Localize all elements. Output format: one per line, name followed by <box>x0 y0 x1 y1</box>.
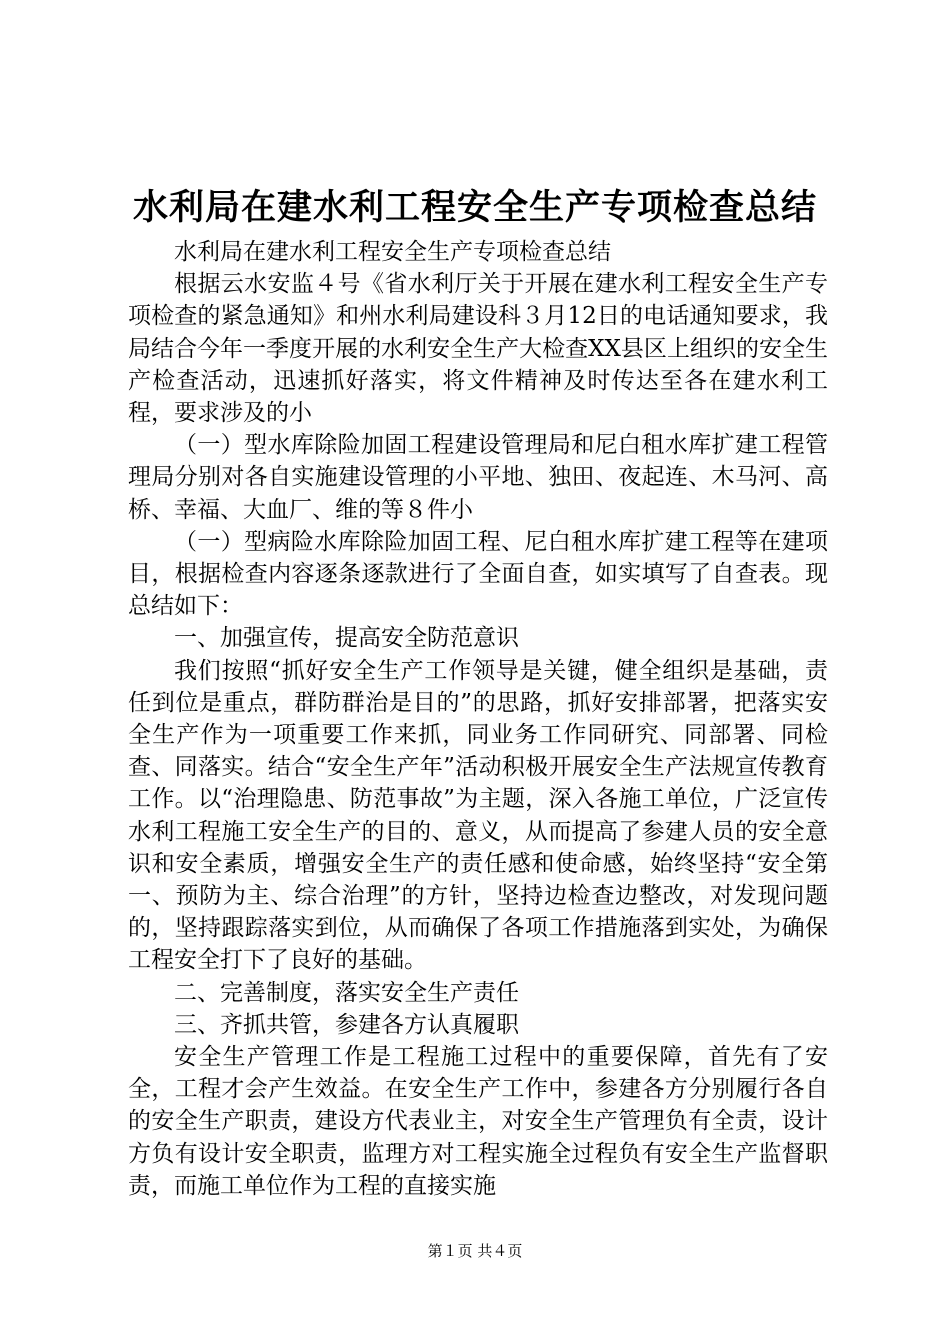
section-heading: 三、齐抓共管，参建各方认真履职 <box>174 1011 519 1038</box>
page-number-footer: 第１页 共４页 <box>427 1242 523 1260</box>
subtitle-paragraph: 水利局在建水利工程安全生产专项检查总结 <box>174 239 611 265</box>
document-body <box>128 236 828 1202</box>
body-paragraph: 我们按照“抓好安全生产工作领导是关键，健全组织是基础，责任到位是重点，群防群治是目的”的思路，抓好安排部署，把落实安全生产作为一项重要工作来抓，同业务工作同研究、同部署、同检查、同落实。结合“安全生产年”活动积极开展安全生产法规宣传教育工作。以“治理隐患、防范事故”为主题，深入各施工单位，广泛宣传水利工程施工安全生产的目的、意义，从而提高了参建人员的安全意识和安全素质，增强安全生产的责任感和使命感，始终坚持“安全第一、预防为主、综合治理”的方针，坚持边检查边整改，对发现问题的，坚持跟踪落实到位，从而确保了各项工作措施落到实处，为确保工程安全打下了良好的基础。 <box>128 657 828 974</box>
body-paragraph: 根据云水安监４号《省水利厅关于开展在建水利工程安全生产专项检查的紧急通知》和州水利局建设科３月12日的电话通知要求，我局结合今年一季度开展的水利安全生产大检查XX县区上组织的安全生产检查活动，迅速抓好落实，将文件精神及时传达至各在建水利工程，要求涉及的小 <box>128 271 828 427</box>
section-heading: 一、加强宣传，提高安全防范意识 <box>174 625 519 652</box>
body-paragraph: （一）型水库除险加固工程建设管理局和尼白租水库扩建工程管理局分别对各自实施建设管理的小平地、独田、夜起连、木马河、高桥、幸福、大血厂、维的等８件小 <box>128 432 828 523</box>
section-heading: 二、完善制度，落实安全生产责任 <box>174 979 519 1006</box>
body-paragraph: （一）型病险水库除险加固工程、尼白租水库扩建工程等在建项目，根据检查内容逐条逐款进行了全面自查，如实填写了自查表。现总结如下： <box>128 528 828 620</box>
body-paragraph: 安全生产管理工作是工程施工过程中的重要保障，首先有了安全，工程才会产生效益。在安全生产工作中，参建各方分别履行各自的安全生产职责，建设方代表业主，对安全生产管理负有全责，设计方负有设计安全职责，监理方对工程实施全过程负有安全生产监督职责，而施工单位作为工程的直接实施 <box>128 1044 828 1199</box>
document-title: 水利局在建水利工程安全生产专项检查总结 <box>132 187 817 228</box>
